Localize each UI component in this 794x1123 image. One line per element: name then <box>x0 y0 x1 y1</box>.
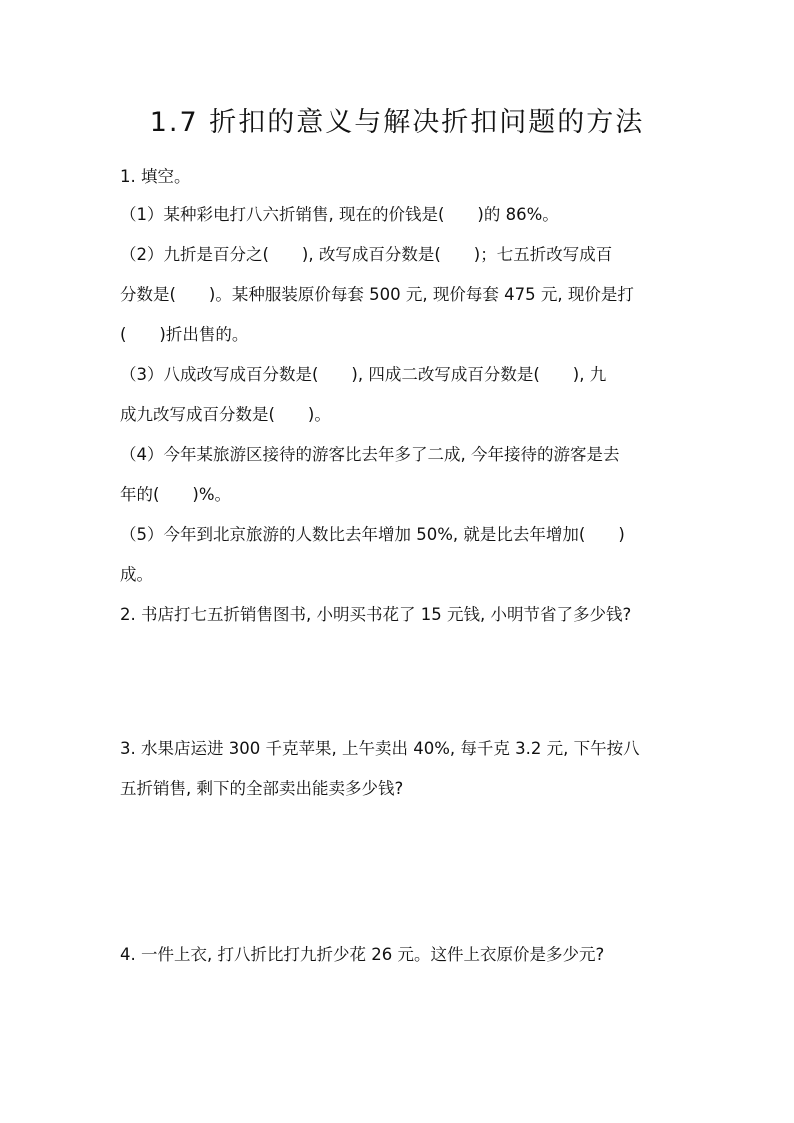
question-2: 2. 书店打七五折销售图书, 小明买书花了 15 元钱, 小明节省了多少钱? <box>120 605 632 624</box>
question-1-part-3-line-2: 成九改写成百分数是( )。 <box>120 405 331 424</box>
question-1-part-5-line-2: 成。 <box>120 565 153 584</box>
question-1-heading: 1. 填空。 <box>120 167 191 186</box>
question-1-part-2-line-2: 分数是( )。某种服装原价每套 500 元, 现价每套 475 元, 现价是打 <box>120 285 634 304</box>
question-1-part-2-line-1: （2）九折是百分之( ), 改写成百分数是( )；七五折改写成百 <box>120 245 613 264</box>
question-3-line-2: 五折销售, 剩下的全部卖出能卖多少钱? <box>120 779 404 798</box>
question-1-part-3-line-1: （3）八成改写成百分数是( ), 四成二改写成百分数是( ), 九 <box>120 365 607 384</box>
question-1-part-5-line-1: （5）今年到北京旅游的人数比去年增加 50%, 就是比去年增加( ) <box>120 525 625 544</box>
question-4: 4. 一件上衣, 打八折比打九折少花 26 元。这件上衣原价是多少元? <box>120 945 605 964</box>
question-3-line-1: 3. 水果店运进 300 千克苹果, 上午卖出 40%, 每千克 3.2 元, 下午按八 <box>120 739 640 758</box>
question-1-part-2-line-3: ( )折出售的。 <box>120 325 249 344</box>
question-1-part-4-line-1: （4）今年某旅游区接待的游客比去年多了二成, 今年接待的游客是去 <box>120 445 620 464</box>
question-1-part-1: （1）某种彩电打八六折销售, 现在的价钱是( )的 86%。 <box>120 205 559 224</box>
question-1-part-4-line-2: 年的( )%。 <box>120 485 232 504</box>
page-title: 1.7 折扣的意义与解决折扣问题的方法 <box>149 107 645 138</box>
